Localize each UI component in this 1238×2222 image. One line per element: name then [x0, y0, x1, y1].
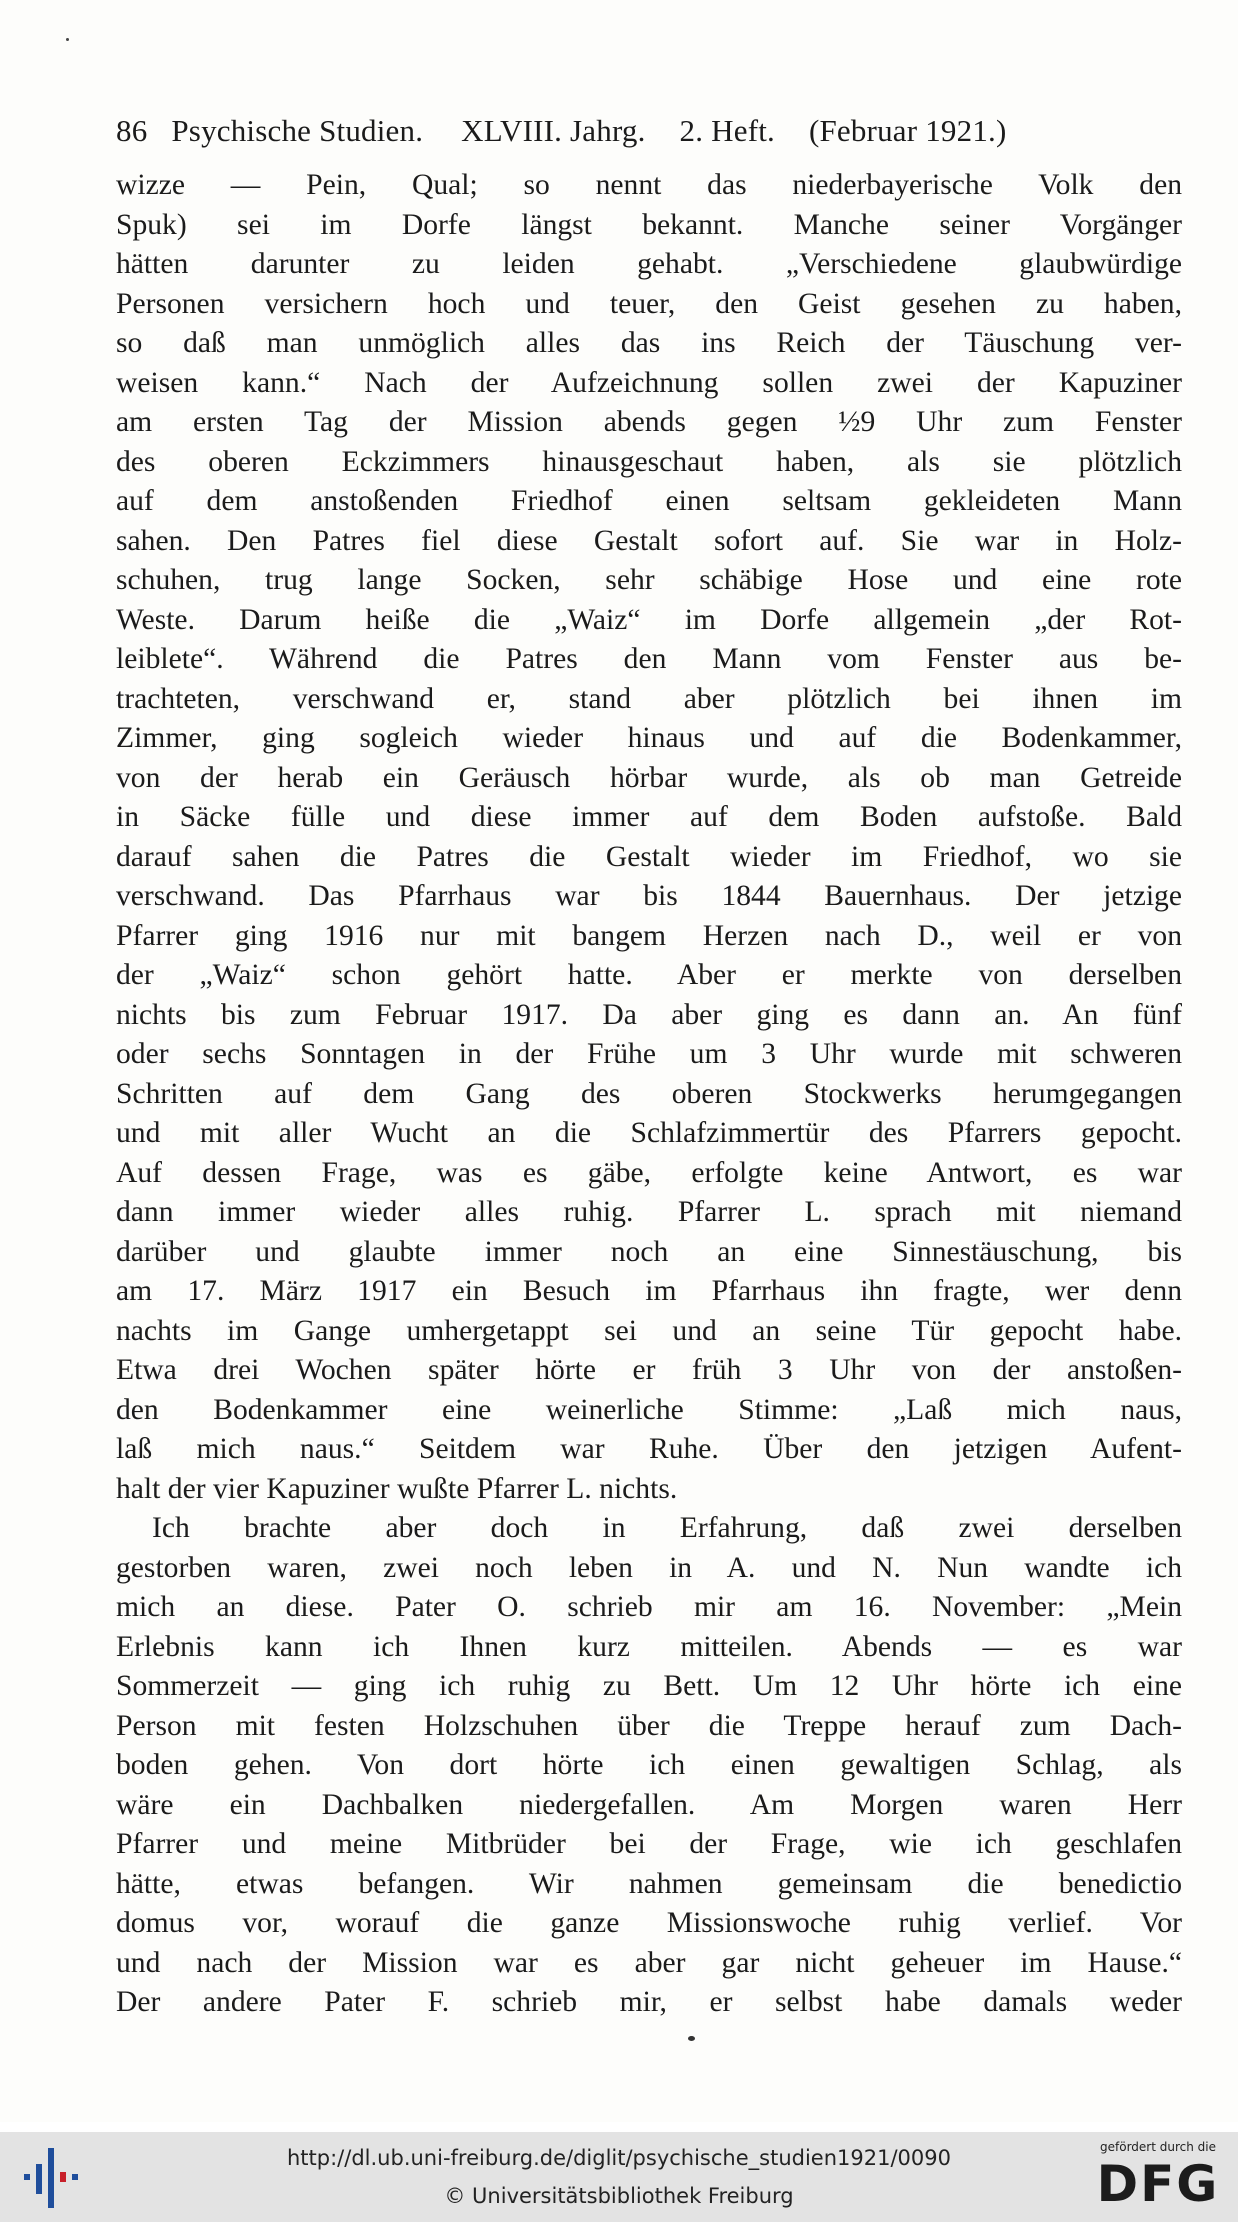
text-line: des oberen Eckzimmers hinausgeschaut haben, als sie plötzlich: [116, 445, 1182, 478]
text-line: hätten darunter zu leiden gehabt. „Verschiedene glaubwürdige: [116, 248, 1182, 280]
print-mark: [688, 2036, 695, 2041]
issue-label: 2. Heft.: [679, 113, 775, 148]
text-line: Sommerzeit — ging ich ruhig zu Bett. Um 12 Uhr hörte ich eine: [116, 1670, 1182, 1702]
text-line: darüber und glaubte immer noch an eine Sinnestäuschung, bis: [116, 1235, 1182, 1268]
running-head: [116, 108, 1116, 154]
body-text: [116, 166, 1182, 2023]
text-line: in Säcke fülle und diese immer auf dem Boden aufstoße. Bald: [116, 801, 1182, 833]
dfg-sponsor: [1088, 2140, 1228, 2216]
text-line: oder sechs Sonntagen in der Frühe um 3 Uhr wurde mit schweren: [116, 1038, 1182, 1070]
scan-speck: [66, 38, 69, 41]
text-line: laß mich naus.“ Seitdem war Ruhe. Über den jetzigen Aufent-: [116, 1433, 1182, 1465]
text-line: Zimmer, ging sogleich wieder hinaus und auf die Bodenkammer,: [116, 722, 1182, 754]
text-line: auf dem anstoßenden Friedhof einen seltsam gekleideten Mann: [116, 485, 1182, 517]
text-line: so daß man unmöglich alles das ins Reich der Täuschung ver-: [116, 327, 1182, 359]
text-line: der „Waiz“ schon gehört hatte. Aber er merkte von derselben: [116, 959, 1182, 991]
text-line: Weste. Darum heiße die „Waiz“ im Dorfe allgemein „der Rot-: [116, 603, 1182, 636]
volume-label: XLVIII. Jahrg.: [461, 113, 646, 148]
text-line: Ich brachte aber doch in Erfahrung, daß zwei derselben: [152, 1512, 1182, 1544]
journal-title: Psychische Studien.: [171, 113, 424, 148]
text-line: dann immer wieder alles ruhig. Pfarrer L. sprach mit niemand: [116, 1196, 1182, 1228]
text-line: sahen. Den Patres fiel diese Gestalt sofort auf. Sie war in Holz-: [116, 524, 1182, 557]
text-line: wizze — Pein, Qual; so nennt das niederbayerische Volk den: [116, 169, 1182, 201]
text-line: nachts im Gange umhergetappt sei und an seine Tür gepocht habe.: [116, 1314, 1182, 1347]
text-line: und mit aller Wucht an die Schlafzimmertür des Pfarrers gepocht.: [116, 1117, 1182, 1149]
text-line: am 17. März 1917 ein Besuch im Pfarrhaus ihn fragte, wer denn: [116, 1275, 1182, 1307]
viewer-footer: [0, 2132, 1238, 2222]
text-line: nichts bis zum Februar 1917. Da aber ging es dann an. An fünf: [116, 998, 1182, 1031]
copyright-notice: © Universitätsbibliothek Freiburg: [444, 2184, 794, 2208]
text-line: Person mit festen Holzschuhen über die Treppe herauf zum Dach-: [116, 1709, 1182, 1742]
text-line: Auf dessen Frage, was es gäbe, erfolgte keine Antwort, es war: [116, 1156, 1182, 1189]
text-line: verschwand. Das Pfarrhaus war bis 1844 Bauernhaus. Der jetzige: [116, 880, 1182, 912]
text-line: schuhen, trug lange Socken, sehr schäbige Hose und eine rote: [116, 564, 1182, 596]
text-line: mich an diese. Pater O. schrieb mir am 16. November: „Mein: [116, 1591, 1182, 1623]
text-line: wäre ein Dachbalken niedergefallen. Am Morgen waren Herr: [116, 1788, 1182, 1821]
text-line: gestorben waren, zwei noch leben in A. und N. Nun wandte ich: [116, 1551, 1182, 1584]
page-url-link[interactable]: http://dl.ub.uni-freiburg.de/diglit/psychische_studien1921/0090: [287, 2146, 951, 2170]
page-number: 86: [116, 113, 148, 148]
text-line: Schritten auf dem Gang des oberen Stockwerks herumgegangen: [116, 1077, 1182, 1110]
text-line: boden gehen. Von dort hörte ich einen gewaltigen Schlag, als: [116, 1749, 1182, 1781]
text-line: weisen kann.“ Nach der Aufzeichnung sollen zwei der Kapuziner: [116, 366, 1182, 399]
text-line: Erlebnis kann ich Ihnen kurz mitteilen. Abends — es war: [116, 1630, 1182, 1663]
text-line: domus vor, worauf die ganze Missionswoche ruhig verlief. Vor: [116, 1907, 1182, 1939]
text-line: halt der vier Kapuziner wußte Pfarrer L. nichts.: [116, 1472, 678, 1505]
text-line: Spuk) sei im Dorfe längst bekannt. Manche seiner Vorgänger: [116, 208, 1182, 241]
text-line: Pfarrer und meine Mitbrüder bei der Frage, wie ich geschlafen: [116, 1828, 1182, 1860]
text-line: den Bodenkammer eine weinerliche Stimme: „Laß mich naus,: [116, 1393, 1182, 1426]
text-line: Pfarrer ging 1916 nur mit bangem Herzen nach D., weil er von: [116, 919, 1182, 952]
issue-date: (Februar 1921.): [808, 113, 1007, 148]
text-line: hätte, etwas befangen. Wir nahmen gemeinsam die benedictio: [116, 1867, 1182, 1900]
text-line: Personen versichern hoch und teuer, den Geist gesehen zu haben,: [116, 287, 1182, 320]
text-line: darauf sahen die Patres die Gestalt wieder im Friedhof, wo sie: [116, 840, 1182, 873]
dfg-logo-icon: DFG: [1096, 2155, 1220, 2213]
text-line: Etwa drei Wochen später hörte er früh 3 Uhr von der anstoßen-: [116, 1354, 1182, 1386]
text-line: leiblete“. Während die Patres den Mann vom Fenster aus be-: [116, 643, 1182, 675]
text-line: trachteten, verschwand er, stand aber plötzlich bei ihnen im: [116, 682, 1182, 715]
text-line: Der andere Pater F. schrieb mir, er selbst habe damals weder: [116, 1986, 1182, 2018]
text-line: von der herab ein Geräusch hörbar wurde, als ob man Getreide: [116, 761, 1182, 794]
sponsor-caption: gefördert durch die: [1100, 2140, 1216, 2154]
text-line: am ersten Tag der Mission abends gegen ½9 Uhr zum Fenster: [116, 406, 1182, 438]
text-line: und nach der Mission war es aber gar nicht geheuer im Hause.“: [116, 1946, 1182, 1979]
